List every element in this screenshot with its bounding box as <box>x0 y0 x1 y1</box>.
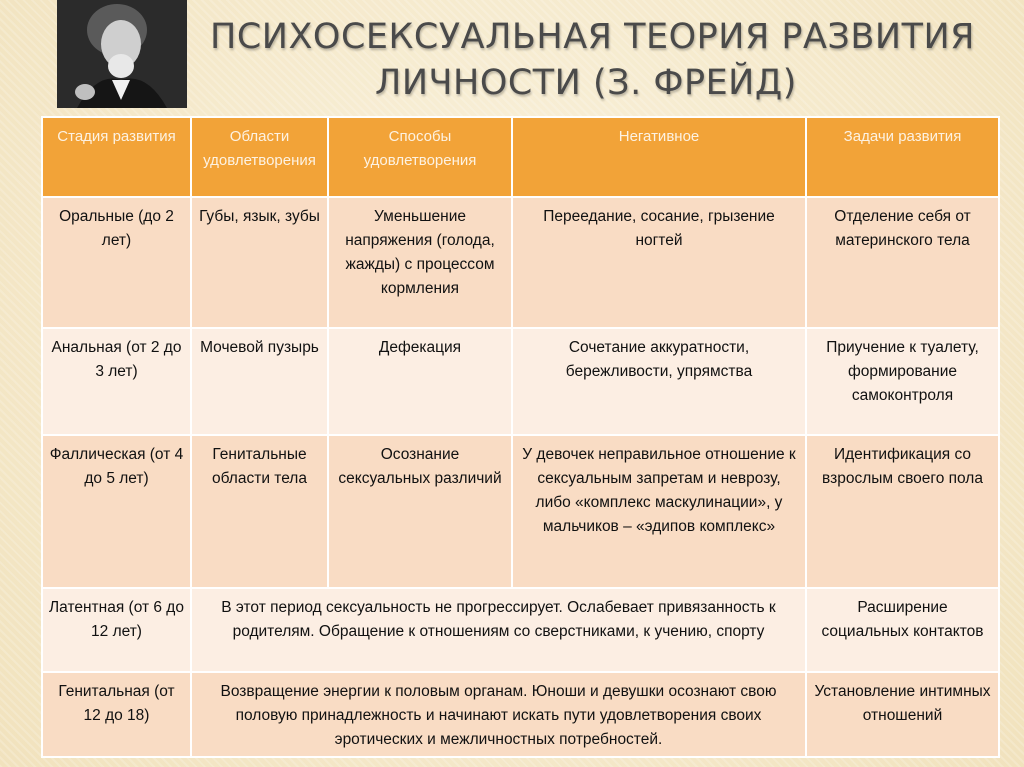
cell-negative: Переедание, сосание, грызение ногтей <box>512 197 806 328</box>
table-row <box>42 672 999 757</box>
cell-stage: Латентная (от 6 до 12 лет) <box>42 588 191 672</box>
cell-stage: Анальная (от 2 до 3 лет) <box>42 328 191 435</box>
cell-stage: Оральные (до 2 лет) <box>42 197 191 328</box>
table-header-row <box>42 117 999 197</box>
header-negative: Негативное <box>512 117 806 197</box>
cell-tasks: Отделение себя от материнского тела <box>806 197 999 328</box>
cell-negative: Сочетание аккуратности, бережливости, упрямства <box>512 328 806 435</box>
cell-areas: Губы, язык, зубы <box>191 197 328 328</box>
cell-tasks: Установление интимных отношений <box>806 672 999 757</box>
cell-methods: Осознание сексуальных различий <box>328 435 512 588</box>
cell-tasks: Расширение социальных контактов <box>806 588 999 672</box>
cell-tasks: Приучение к туалету, формирование самоконтроля <box>806 328 999 435</box>
table-row <box>42 588 999 672</box>
cell-stage: Фаллическая (от 4 до 5 лет) <box>42 435 191 588</box>
cell-methods: Уменьшение напряжения (голода, жажды) с процессом кормления <box>328 197 512 328</box>
cell-tasks: Идентификация со взрослым своего пола <box>806 435 999 588</box>
cell-methods: Дефекация <box>328 328 512 435</box>
cell-merged-description: В этот период сексуальность не прогрессирует. Ослабевает привязанность к родителям. Обращение к отношениям со сверстниками, к учению, спорту <box>191 588 806 672</box>
table-row <box>42 435 999 588</box>
header-areas: Области удовлетворения <box>191 117 328 197</box>
table-row <box>42 328 999 435</box>
cell-negative: У девочек неправильное отношение к сексуальным запретам и неврозу, либо «комплекс маскулинации», у мальчиков – «эдипов комплекс» <box>512 435 806 588</box>
title-line-2: ЛИЧНОСТИ (З. ФРЕЙД) <box>375 63 797 103</box>
cell-stage: Генитальная (от 12 до 18) <box>42 672 191 757</box>
cell-merged-description: Возвращение энергии к половым органам. Юноши и девушки осознают свою половую принадлежность и начинают искать пути удовлетворения своих эротических и межличностных потребностей. <box>191 672 806 757</box>
header-stage: Стадия развития <box>42 117 191 197</box>
table-row <box>42 197 999 328</box>
cell-areas: Мочевой пузырь <box>191 328 328 435</box>
page-title <box>200 14 1000 106</box>
freud-stages-table <box>41 116 1000 758</box>
title-line-1: ПСИХОСЕКСУАЛЬНАЯ ТЕОРИЯ РАЗВИТИЯ <box>210 17 975 57</box>
header-tasks: Задачи развития <box>806 117 999 197</box>
cell-areas: Генитальные области тела <box>191 435 328 588</box>
portrait-photo <box>57 0 187 108</box>
header-methods: Способы удовлетворения <box>328 117 512 197</box>
